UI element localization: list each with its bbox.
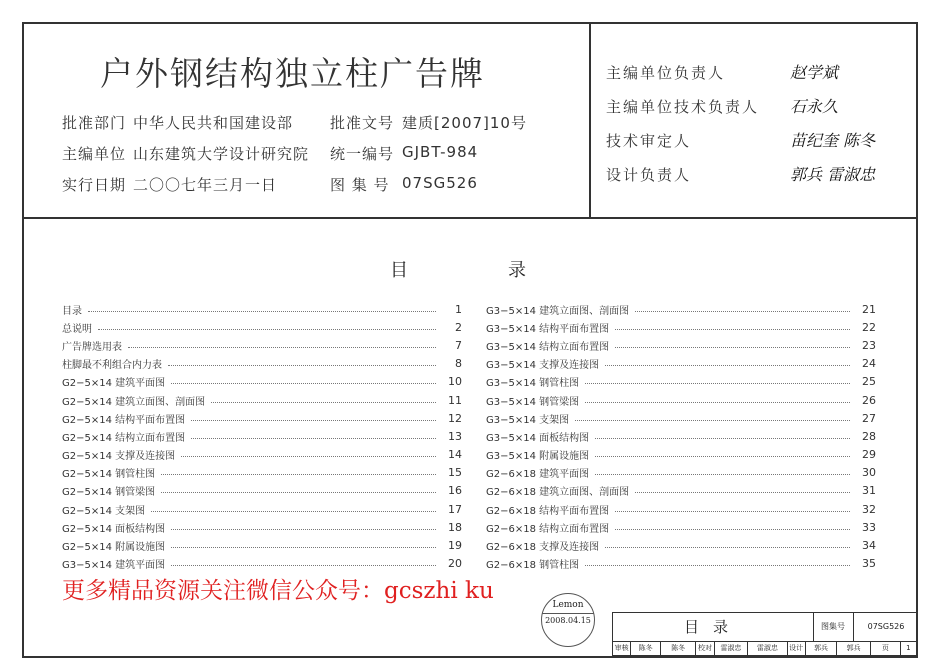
dot-leader bbox=[161, 474, 436, 475]
toc-entry-label: G3−5×14 面板结构图 bbox=[486, 432, 590, 444]
toc-entry bbox=[62, 409, 462, 427]
toc-entry-label: G2−6×18 钢管柱图 bbox=[486, 560, 580, 572]
toc-entry-label: G2−5×14 面板结构图 bbox=[62, 523, 166, 535]
toc-right-column bbox=[486, 300, 876, 573]
toc-entry-page: 19 bbox=[448, 539, 462, 553]
toc-entry-label: G2−6×18 结构平面布置图 bbox=[486, 505, 610, 517]
toc-entry-page: 2 bbox=[455, 320, 462, 334]
toc-entry bbox=[486, 500, 876, 518]
toc-entry-page: 33 bbox=[862, 520, 876, 534]
dot-leader bbox=[595, 474, 850, 475]
dot-leader bbox=[161, 492, 436, 493]
responsible-role: 主编单位技术负责人 bbox=[606, 98, 760, 116]
dot-leader bbox=[605, 365, 850, 366]
titleblock-cell: 郭兵 bbox=[806, 641, 838, 656]
signature: 赵学斌 bbox=[790, 63, 839, 82]
toc-entry bbox=[486, 355, 876, 373]
dot-leader bbox=[635, 311, 850, 312]
toc-entry bbox=[62, 355, 462, 373]
meta-label: 实行日期 bbox=[62, 176, 127, 194]
toc-entry-label: G2−5×14 支架图 bbox=[62, 505, 146, 517]
stamp-date: 2008.04.15 bbox=[542, 613, 594, 625]
meta-value: GJBT-984 bbox=[402, 143, 479, 161]
toc-entry bbox=[62, 518, 462, 536]
toc-entry-page: 13 bbox=[448, 429, 462, 443]
toc-entry-label: G3−5×14 附属设施图 bbox=[486, 451, 590, 463]
toc-entry-label: G3−5×14 钢管柱图 bbox=[486, 378, 580, 390]
dot-leader bbox=[88, 311, 436, 312]
titleblock-name: 目录 bbox=[613, 613, 814, 641]
dot-leader bbox=[171, 529, 436, 530]
titleblock-cell: 雷淑忠 bbox=[748, 641, 787, 656]
toc-entry-page: 34 bbox=[862, 539, 876, 553]
toc-entry-label: 目录 bbox=[62, 305, 82, 317]
toc-entry-page: 11 bbox=[448, 393, 462, 407]
toc-entry bbox=[486, 518, 876, 536]
responsible-role: 技术审定人 bbox=[606, 132, 692, 150]
titleblock-cell: 1 bbox=[901, 641, 917, 656]
title-block bbox=[612, 612, 918, 656]
meta-value: 中华人民共和国建设部 bbox=[133, 114, 294, 132]
dot-leader bbox=[191, 438, 436, 439]
signature: 石永久 bbox=[790, 97, 839, 116]
toc-entry bbox=[486, 464, 876, 482]
toc-entry-page: 15 bbox=[448, 466, 462, 480]
meta-value: 二〇〇七年三月一日 bbox=[133, 176, 278, 194]
dot-leader bbox=[615, 347, 850, 348]
toc-entry bbox=[62, 318, 462, 336]
page-title: 户外钢结构独立柱广告牌 bbox=[100, 54, 485, 93]
dot-leader bbox=[615, 529, 850, 530]
toc-entry bbox=[486, 373, 876, 391]
dot-leader bbox=[585, 565, 850, 566]
toc-entry bbox=[486, 427, 876, 445]
responsible-role: 主编单位负责人 bbox=[606, 64, 726, 82]
toc-entry-label: G3−5×14 结构立面布置图 bbox=[486, 341, 610, 353]
meta-value: 建质[2007]10号 bbox=[402, 114, 527, 132]
titleblock-set-value: 07SG526 bbox=[867, 622, 905, 631]
meta-value: 07SG526 bbox=[402, 174, 478, 192]
toc-entry-label: G2−6×18 建筑立面图、剖面图 bbox=[486, 487, 630, 499]
toc-entry-label: 总说明 bbox=[62, 323, 92, 335]
toc-entry-page: 22 bbox=[862, 320, 876, 334]
dot-leader bbox=[635, 492, 850, 493]
dot-leader bbox=[171, 565, 436, 566]
toc-entry-page: 26 bbox=[862, 393, 876, 407]
meta-label: 图 集 号 bbox=[330, 176, 390, 194]
toc-entry bbox=[62, 300, 462, 318]
toc-entry-page: 8 bbox=[455, 357, 462, 371]
meta-label: 批准文号 bbox=[330, 114, 395, 132]
responsible-role: 设计负责人 bbox=[606, 166, 692, 184]
meta-label: 主编单位 bbox=[62, 145, 127, 163]
toc-entry-page: 27 bbox=[862, 411, 876, 425]
dot-leader bbox=[191, 420, 436, 421]
dot-leader bbox=[585, 383, 850, 384]
dot-leader bbox=[585, 402, 850, 403]
toc-entry-label: G2−5×14 钢管梁图 bbox=[62, 487, 156, 499]
toc-entry-page: 29 bbox=[862, 448, 876, 462]
dot-leader bbox=[595, 438, 850, 439]
toc-left-column bbox=[62, 300, 462, 573]
toc-entry bbox=[62, 555, 462, 573]
dot-leader bbox=[128, 347, 436, 348]
toc-entry-label: G2−6×18 结构立面布置图 bbox=[486, 523, 610, 535]
toc-entry-label: G2−5×14 钢管柱图 bbox=[62, 469, 156, 481]
toc-entry-page: 17 bbox=[448, 502, 462, 516]
toc-entry-label: G2−5×14 结构平面布置图 bbox=[62, 414, 186, 426]
toc-entry-label: G3−5×14 建筑平面图 bbox=[62, 560, 166, 572]
titleblock-set-label: 图集号 bbox=[813, 613, 854, 641]
toc-entry-page: 20 bbox=[448, 557, 462, 571]
titleblock-cell: 陈冬 bbox=[661, 641, 696, 656]
dot-leader bbox=[171, 383, 436, 384]
meta-value: 山东建筑大学设计研究院 bbox=[133, 145, 310, 163]
toc-entry-page: 16 bbox=[448, 484, 462, 498]
toc-entry-page: 25 bbox=[862, 375, 876, 389]
toc-entry bbox=[486, 482, 876, 500]
toc-entry-label: G2−5×14 结构立面布置图 bbox=[62, 432, 186, 444]
titleblock-cell: 审核 bbox=[613, 641, 631, 656]
toc-entry-label: G2−5×14 支撑及连接图 bbox=[62, 451, 176, 463]
toc-entry bbox=[486, 536, 876, 554]
toc-entry-label: G3−5×14 建筑立面图、剖面图 bbox=[486, 305, 630, 317]
toc-entry bbox=[62, 446, 462, 464]
toc-entry-page: 35 bbox=[862, 557, 876, 571]
toc-entry-label: G3−5×14 支撑及连接图 bbox=[486, 360, 600, 372]
toc-entry-label: G2−6×18 支撑及连接图 bbox=[486, 542, 600, 554]
dot-leader bbox=[168, 365, 436, 366]
toc-entry-label: G2−6×18 建筑平面图 bbox=[486, 469, 590, 481]
dot-leader bbox=[98, 329, 436, 330]
toc-entry-label: 柱脚最不利组合内力表 bbox=[62, 360, 162, 372]
meta-label: 统一编号 bbox=[330, 145, 395, 163]
toc-entry-page: 12 bbox=[448, 411, 462, 425]
toc-entry bbox=[62, 482, 462, 500]
toc-entry bbox=[62, 336, 462, 354]
dot-leader bbox=[615, 511, 850, 512]
dot-leader bbox=[171, 547, 436, 548]
dot-leader bbox=[615, 329, 850, 330]
toc-entry-page: 31 bbox=[862, 484, 876, 498]
dot-leader bbox=[151, 511, 436, 512]
toc-entry-label: G2−5×14 建筑平面图 bbox=[62, 378, 166, 390]
dot-leader bbox=[181, 456, 436, 457]
toc-entry-page: 14 bbox=[448, 448, 462, 462]
meta-label: 批准部门 bbox=[62, 114, 127, 132]
toc-title: 目录 bbox=[390, 260, 626, 281]
toc-entry bbox=[62, 536, 462, 554]
toc-entry-page: 21 bbox=[862, 302, 876, 316]
toc-entry bbox=[62, 373, 462, 391]
toc-entry-page: 24 bbox=[862, 357, 876, 371]
toc-entry bbox=[486, 318, 876, 336]
toc-entry-page: 32 bbox=[862, 502, 876, 516]
toc-entry bbox=[486, 555, 876, 573]
dot-leader bbox=[211, 402, 436, 403]
signature: 苗纪奎 陈冬 bbox=[790, 131, 876, 150]
divider bbox=[22, 217, 918, 219]
toc-entry-page: 7 bbox=[455, 338, 462, 352]
toc-entry-page: 28 bbox=[862, 429, 876, 443]
toc-entry-page: 10 bbox=[448, 375, 462, 389]
titleblock-cell: 雷淑忠 bbox=[715, 641, 749, 656]
toc-entry bbox=[62, 500, 462, 518]
toc-entry bbox=[486, 336, 876, 354]
toc-entry-page: 1 bbox=[455, 302, 462, 316]
dot-leader bbox=[575, 420, 850, 421]
titleblock-cell: 设计 bbox=[788, 641, 806, 656]
divider bbox=[589, 22, 591, 218]
titleblock-cell: 校对 bbox=[696, 641, 714, 656]
dot-leader bbox=[595, 456, 850, 457]
toc-entry bbox=[62, 464, 462, 482]
toc-entry bbox=[62, 427, 462, 445]
titleblock-cell: 页 bbox=[871, 641, 901, 656]
toc-entry-label: 广告牌选用表 bbox=[62, 341, 122, 353]
toc-entry-page: 23 bbox=[862, 338, 876, 352]
toc-entry-label: G3−5×14 钢管梁图 bbox=[486, 396, 580, 408]
toc-entry-page: 18 bbox=[448, 520, 462, 534]
titleblock-cell: 陈冬 bbox=[631, 641, 661, 656]
watermark: 更多精品资源关注微信公众号：gcszhi ku bbox=[62, 578, 494, 604]
dot-leader bbox=[605, 547, 850, 548]
titleblock-cell: 郭兵 bbox=[837, 641, 871, 656]
toc-entry bbox=[486, 391, 876, 409]
toc-entry-label: G3−5×14 支架图 bbox=[486, 414, 570, 426]
stamp bbox=[541, 593, 595, 647]
stamp-name: Lemon bbox=[552, 600, 584, 610]
toc-entry bbox=[62, 391, 462, 409]
toc-entry bbox=[486, 446, 876, 464]
toc-entry-label: G3−5×14 结构平面布置图 bbox=[486, 323, 610, 335]
titleblock-signature-row bbox=[613, 641, 917, 656]
toc-entry-label: G2−5×14 附属设施图 bbox=[62, 542, 166, 554]
toc-entry-label: G2−5×14 建筑立面图、剖面图 bbox=[62, 396, 206, 408]
toc-entry-page: 30 bbox=[862, 466, 876, 480]
toc-entry bbox=[486, 300, 876, 318]
toc-entry bbox=[486, 409, 876, 427]
signature: 郭兵 雷淑忠 bbox=[790, 165, 876, 184]
